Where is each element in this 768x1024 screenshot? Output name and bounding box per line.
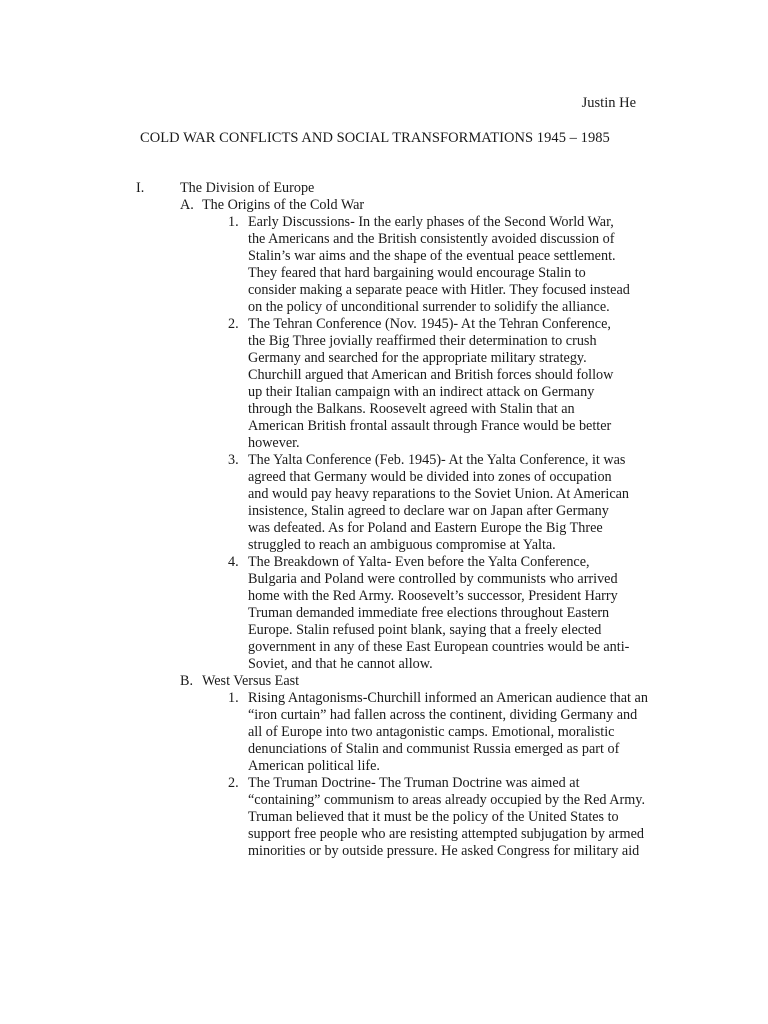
item-text-line: Bulgaria and Poland were controlled by communists who arrived bbox=[248, 571, 618, 587]
outline-item-line bbox=[0, 265, 768, 282]
item-text-line: on the policy of unconditional surrender to solidify the alliance. bbox=[248, 299, 610, 315]
outline-item-line bbox=[0, 401, 768, 418]
section-heading-row bbox=[0, 180, 768, 197]
outline-item-line bbox=[0, 282, 768, 299]
section-heading: The Division of Europe bbox=[180, 180, 315, 196]
item-text-line: They feared that hard bargaining would encourage Stalin to bbox=[248, 265, 586, 281]
subsection-letter: A. bbox=[180, 197, 194, 213]
outline-item-line bbox=[0, 248, 768, 265]
item-number: 1. bbox=[228, 214, 239, 230]
outline-item-line bbox=[0, 775, 768, 792]
outline-item-line bbox=[0, 809, 768, 826]
document-title: COLD WAR CONFLICTS AND SOCIAL TRANSFORMATIONS 1945 – 1985 bbox=[140, 130, 610, 146]
item-text-line: The Breakdown of Yalta- Even before the Yalta Conference, bbox=[248, 554, 590, 570]
item-text-line: government in any of these East European countries would be anti- bbox=[248, 639, 630, 655]
outline-item-line bbox=[0, 792, 768, 809]
item-text-line: minorities or by outside pressure. He asked Congress for military aid bbox=[248, 843, 640, 859]
outline-item-line bbox=[0, 503, 768, 520]
outline-item-line bbox=[0, 316, 768, 333]
outline-item-line bbox=[0, 367, 768, 384]
outline-item-line bbox=[0, 486, 768, 503]
item-text-line: The Tehran Conference (Nov. 1945)- At the Tehran Conference, bbox=[248, 316, 611, 332]
outline-item-line bbox=[0, 741, 768, 758]
item-text-line: Truman demanded immediate free elections throughout Eastern bbox=[248, 605, 610, 621]
item-text-line: Soviet, and that he cannot allow. bbox=[248, 656, 433, 672]
outline-item-line bbox=[0, 622, 768, 639]
subsection-heading: West Versus East bbox=[202, 673, 300, 689]
item-text-line: up their Italian campaign with an indirect attack on Germany bbox=[248, 384, 595, 400]
outline-item-line bbox=[0, 214, 768, 231]
outline-item-line bbox=[0, 843, 768, 860]
outline-item-line bbox=[0, 299, 768, 316]
subsection-heading-row bbox=[0, 197, 768, 214]
section-numeral: I. bbox=[136, 180, 145, 196]
item-text-line: home with the Red Army. Roosevelt’s successor, President Harry bbox=[248, 588, 618, 604]
outline-item-line bbox=[0, 418, 768, 435]
outline-item-line bbox=[0, 350, 768, 367]
item-text-line: however. bbox=[248, 435, 300, 451]
outline-item-line bbox=[0, 826, 768, 843]
item-number: 3. bbox=[228, 452, 239, 468]
item-text-line: “containing” communism to areas already occupied by the Red Army. bbox=[248, 792, 645, 808]
subsection-heading: The Origins of the Cold War bbox=[202, 197, 365, 213]
item-text-line: all of Europe into two antagonistic camps. Emotional, moralistic bbox=[248, 724, 615, 740]
outline bbox=[0, 180, 768, 860]
outline-item-line bbox=[0, 333, 768, 350]
outline-item-line bbox=[0, 520, 768, 537]
item-text-line: consider making a separate peace with Hitler. They focused instead bbox=[248, 282, 630, 298]
item-number: 2. bbox=[228, 316, 239, 332]
item-text-line: Rising Antagonisms-Churchill informed an American audience that an bbox=[248, 690, 648, 706]
item-text-line: the Americans and the British consistently avoided discussion of bbox=[248, 231, 615, 247]
author-name: Justin He bbox=[581, 95, 636, 111]
outline-item-line bbox=[0, 690, 768, 707]
item-text-line: American British frontal assault through France would be better bbox=[248, 418, 612, 434]
item-text-line: “iron curtain” had fallen across the continent, dividing Germany and bbox=[248, 707, 638, 723]
subsection-heading-row bbox=[0, 673, 768, 690]
item-number: 1. bbox=[228, 690, 239, 706]
item-number: 2. bbox=[228, 775, 239, 791]
outline-item-line bbox=[0, 588, 768, 605]
item-text-line: support free people who are resisting attempted subjugation by armed bbox=[248, 826, 644, 842]
outline-item-line bbox=[0, 537, 768, 554]
outline-item-line bbox=[0, 758, 768, 775]
outline-item-line bbox=[0, 231, 768, 248]
item-text-line: the Big Three jovially reaffirmed their determination to crush bbox=[248, 333, 597, 349]
item-text-line: Early Discussions- In the early phases of the Second World War, bbox=[248, 214, 614, 230]
item-number: 4. bbox=[228, 554, 239, 570]
outline-item-line bbox=[0, 384, 768, 401]
item-text-line: Germany and searched for the appropriate military strategy. bbox=[248, 350, 587, 366]
item-text-line: through the Balkans. Roosevelt agreed with Stalin that an bbox=[248, 401, 575, 417]
item-text-line: Churchill argued that American and British forces should follow bbox=[248, 367, 614, 383]
item-text-line: The Truman Doctrine- The Truman Doctrine was aimed at bbox=[248, 775, 580, 791]
outline-item-line bbox=[0, 639, 768, 656]
item-text-line: insistence, Stalin agreed to declare war on Japan after Germany bbox=[248, 503, 609, 519]
item-text-line: Stalin’s war aims and the shape of the eventual peace settlement. bbox=[248, 248, 616, 264]
outline-item-line bbox=[0, 469, 768, 486]
item-text-line: and would pay heavy reparations to the Soviet Union. At American bbox=[248, 486, 630, 502]
outline-item-line bbox=[0, 452, 768, 469]
outline-item-line bbox=[0, 707, 768, 724]
item-text-line: was defeated. As for Poland and Eastern Europe the Big Three bbox=[248, 520, 603, 536]
item-text-line: Truman believed that it must be the policy of the United States to bbox=[248, 809, 619, 825]
outline-item-line bbox=[0, 656, 768, 673]
item-text-line: The Yalta Conference (Feb. 1945)- At the Yalta Conference, it was bbox=[248, 452, 626, 468]
item-text-line: denunciations of Stalin and communist Russia emerged as part of bbox=[248, 741, 620, 757]
subsection-letter: B. bbox=[180, 673, 194, 689]
item-text-line: struggled to reach an ambiguous compromise at Yalta. bbox=[248, 537, 556, 553]
item-text-line: American political life. bbox=[248, 758, 380, 774]
outline-item-line bbox=[0, 435, 768, 452]
outline-item-line bbox=[0, 724, 768, 741]
outline-item-line bbox=[0, 571, 768, 588]
item-text-line: agreed that Germany would be divided into zones of occupation bbox=[248, 469, 612, 485]
outline-item-line bbox=[0, 605, 768, 622]
outline-item-line bbox=[0, 554, 768, 571]
item-text-line: Europe. Stalin refused point blank, saying that a freely elected bbox=[248, 622, 602, 638]
